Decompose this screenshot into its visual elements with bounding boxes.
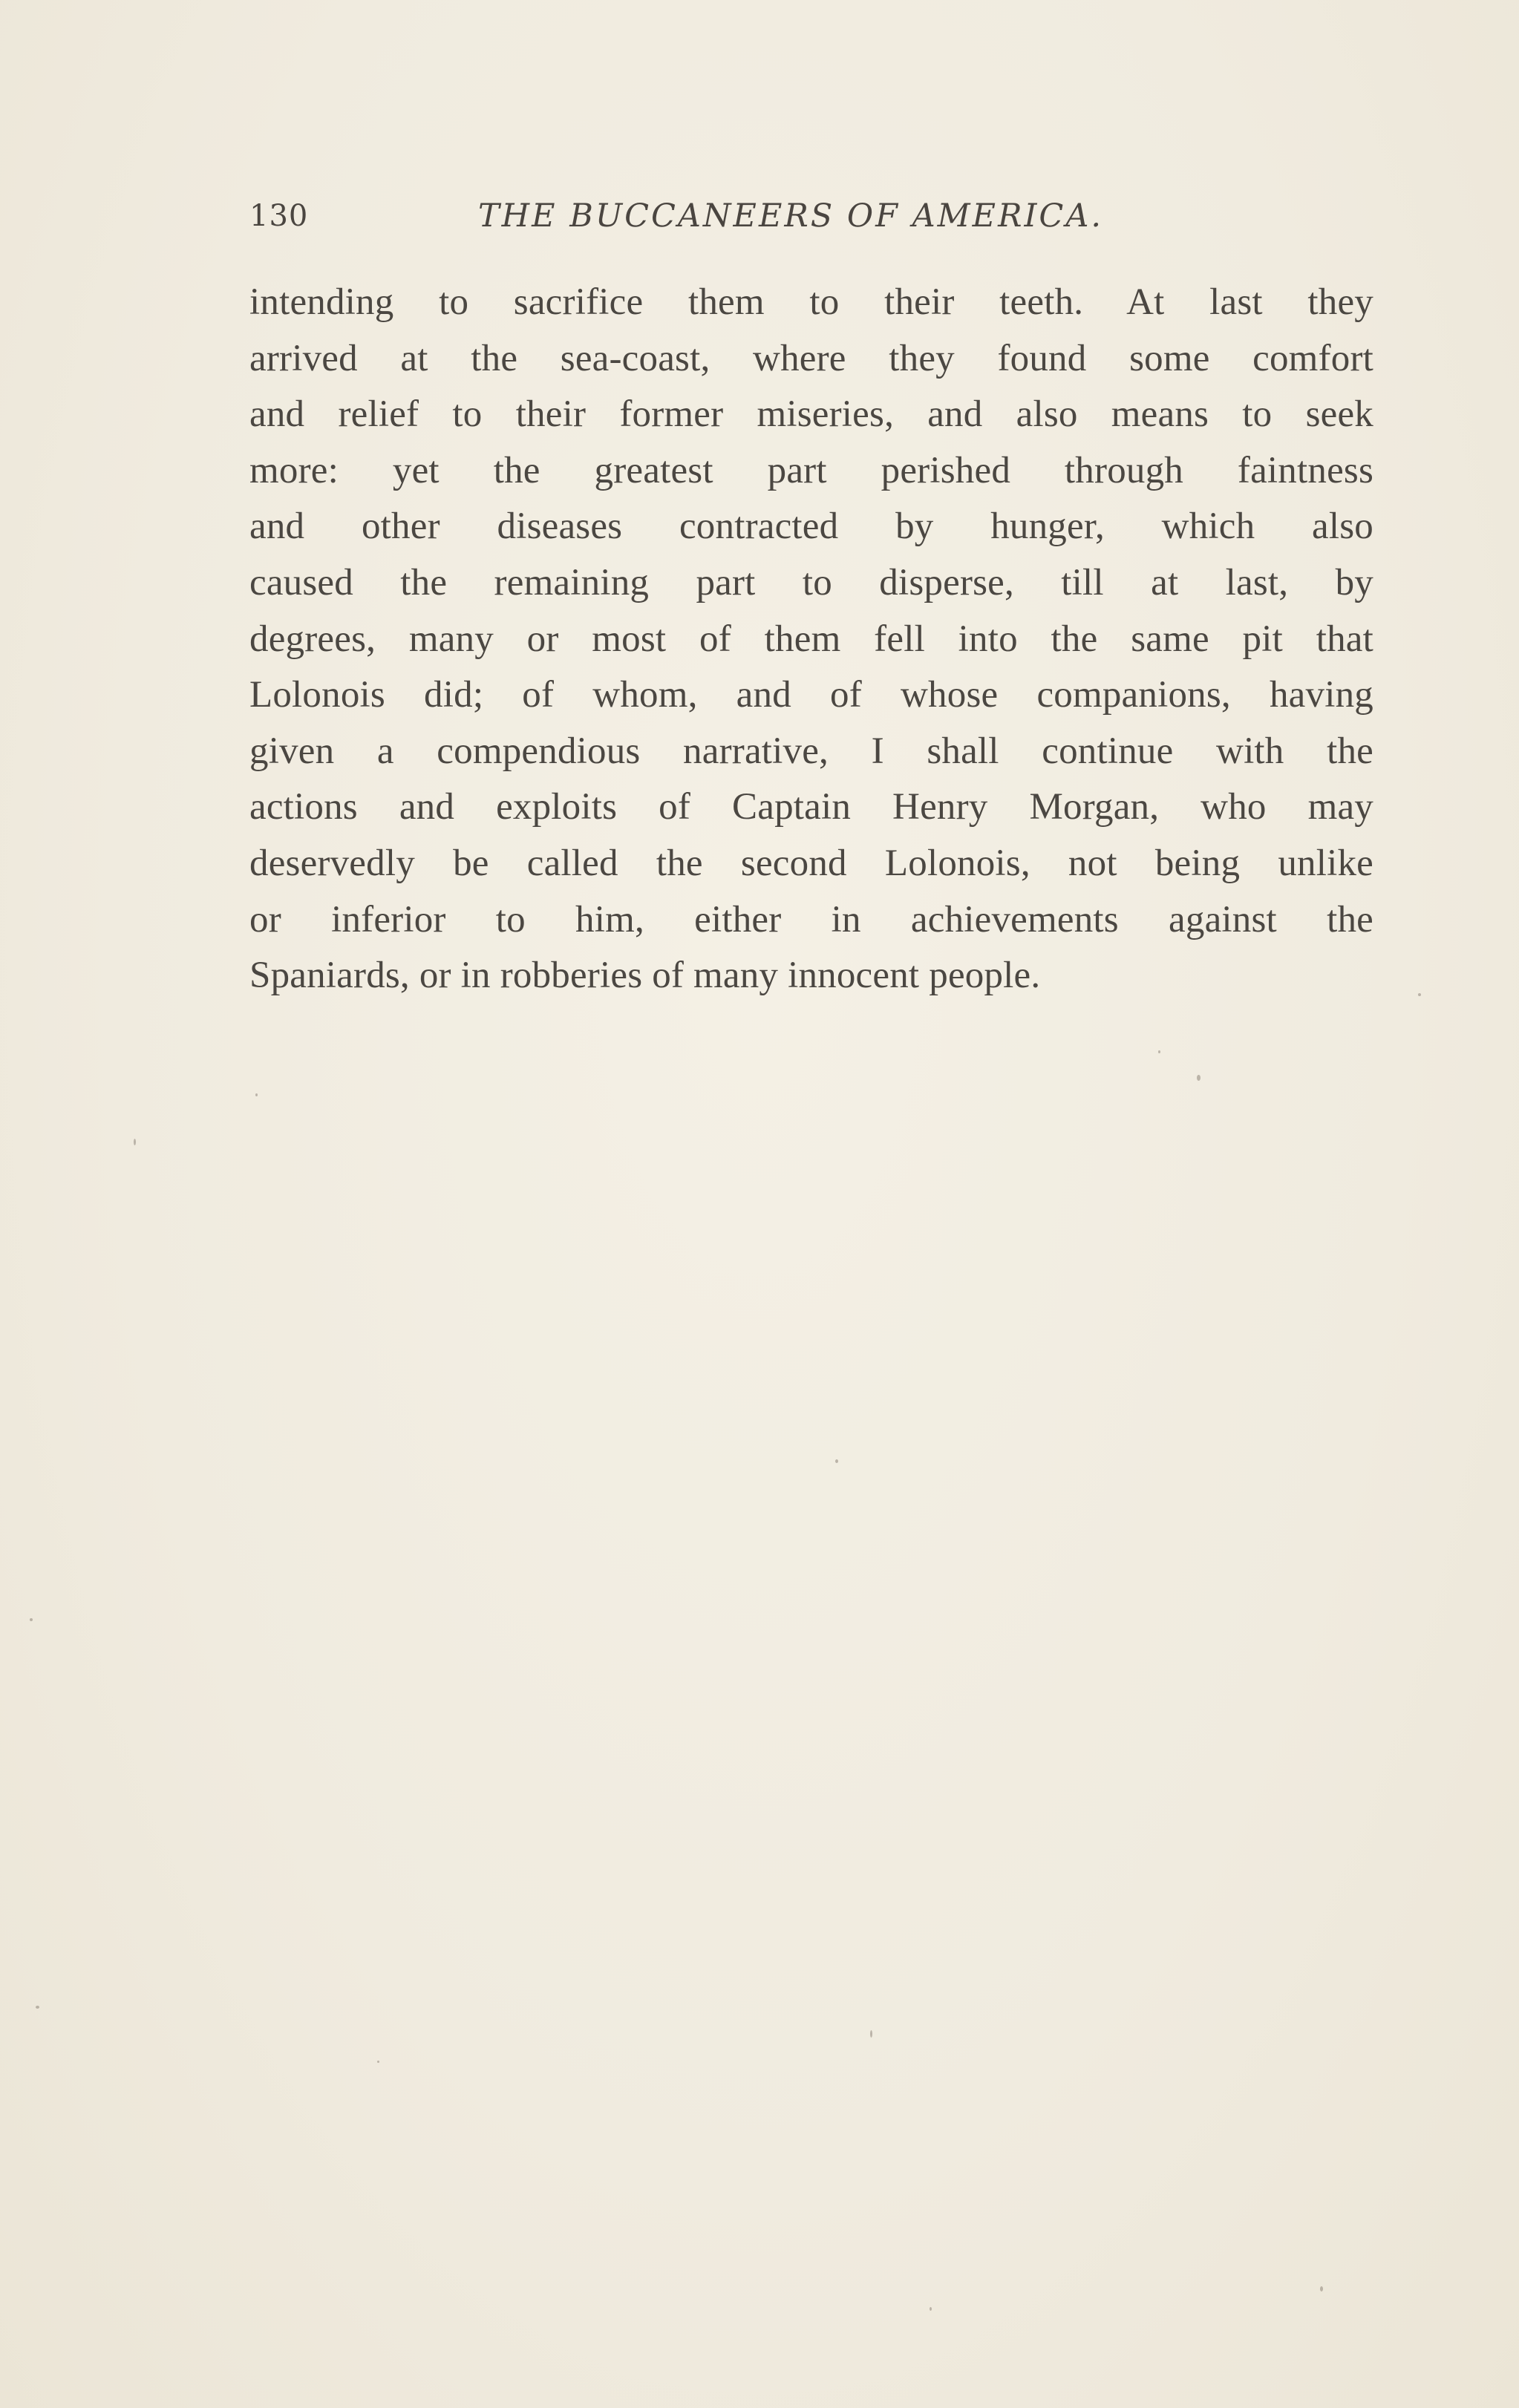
paper-speck bbox=[134, 1139, 136, 1145]
paper-speck bbox=[255, 1093, 258, 1096]
paper-speck bbox=[870, 2030, 872, 2038]
text-line: arrived at the sea-coast, where they found some comfort bbox=[249, 337, 1373, 379]
paper-speck bbox=[1158, 1050, 1160, 1053]
paper-speck bbox=[377, 2061, 379, 2063]
paper-speck bbox=[1320, 2286, 1323, 2291]
text-line: and other diseases contracted by hunger, which also bbox=[249, 506, 1373, 548]
text-line: Spaniards, or in robberies of many innocent people. bbox=[249, 955, 1041, 997]
text-line: caused the remaining part to disperse, till at last, by bbox=[249, 561, 1373, 603]
paper-speck bbox=[1197, 1075, 1200, 1081]
paper-speck bbox=[1418, 993, 1421, 996]
text-line: Lolonois did; of whom, and of whose companions, having bbox=[249, 674, 1373, 716]
text-line: deservedly be called the second Lolonois, not being unlike bbox=[249, 842, 1373, 884]
text-line: actions and exploits of Captain Henry Morgan, who may bbox=[249, 786, 1373, 828]
running-head: THE BUCCANEERS OF AMERICA. bbox=[478, 197, 1104, 235]
text-line: given a compendious narrative, I shall continue with the bbox=[249, 730, 1373, 772]
text-line: more: yet the greatest part perished through faintness bbox=[249, 449, 1373, 491]
page-number: 130 bbox=[249, 199, 309, 233]
text-line: or inferior to him, either in achievements against the bbox=[249, 898, 1373, 940]
body-paragraph bbox=[249, 275, 1373, 1004]
text-line: degrees, many or most of them fell into the same pit that bbox=[249, 618, 1373, 660]
text-line: and relief to their former miseries, and also means to seek bbox=[249, 393, 1373, 436]
paper-speck bbox=[930, 2307, 932, 2311]
paper-speck bbox=[30, 1618, 33, 1621]
paper-speck bbox=[835, 1459, 838, 1463]
text-line: intending to sacrifice them to their teeth. At last they bbox=[249, 281, 1373, 323]
paper-speck bbox=[36, 2006, 39, 2009]
page-header bbox=[249, 194, 1373, 246]
